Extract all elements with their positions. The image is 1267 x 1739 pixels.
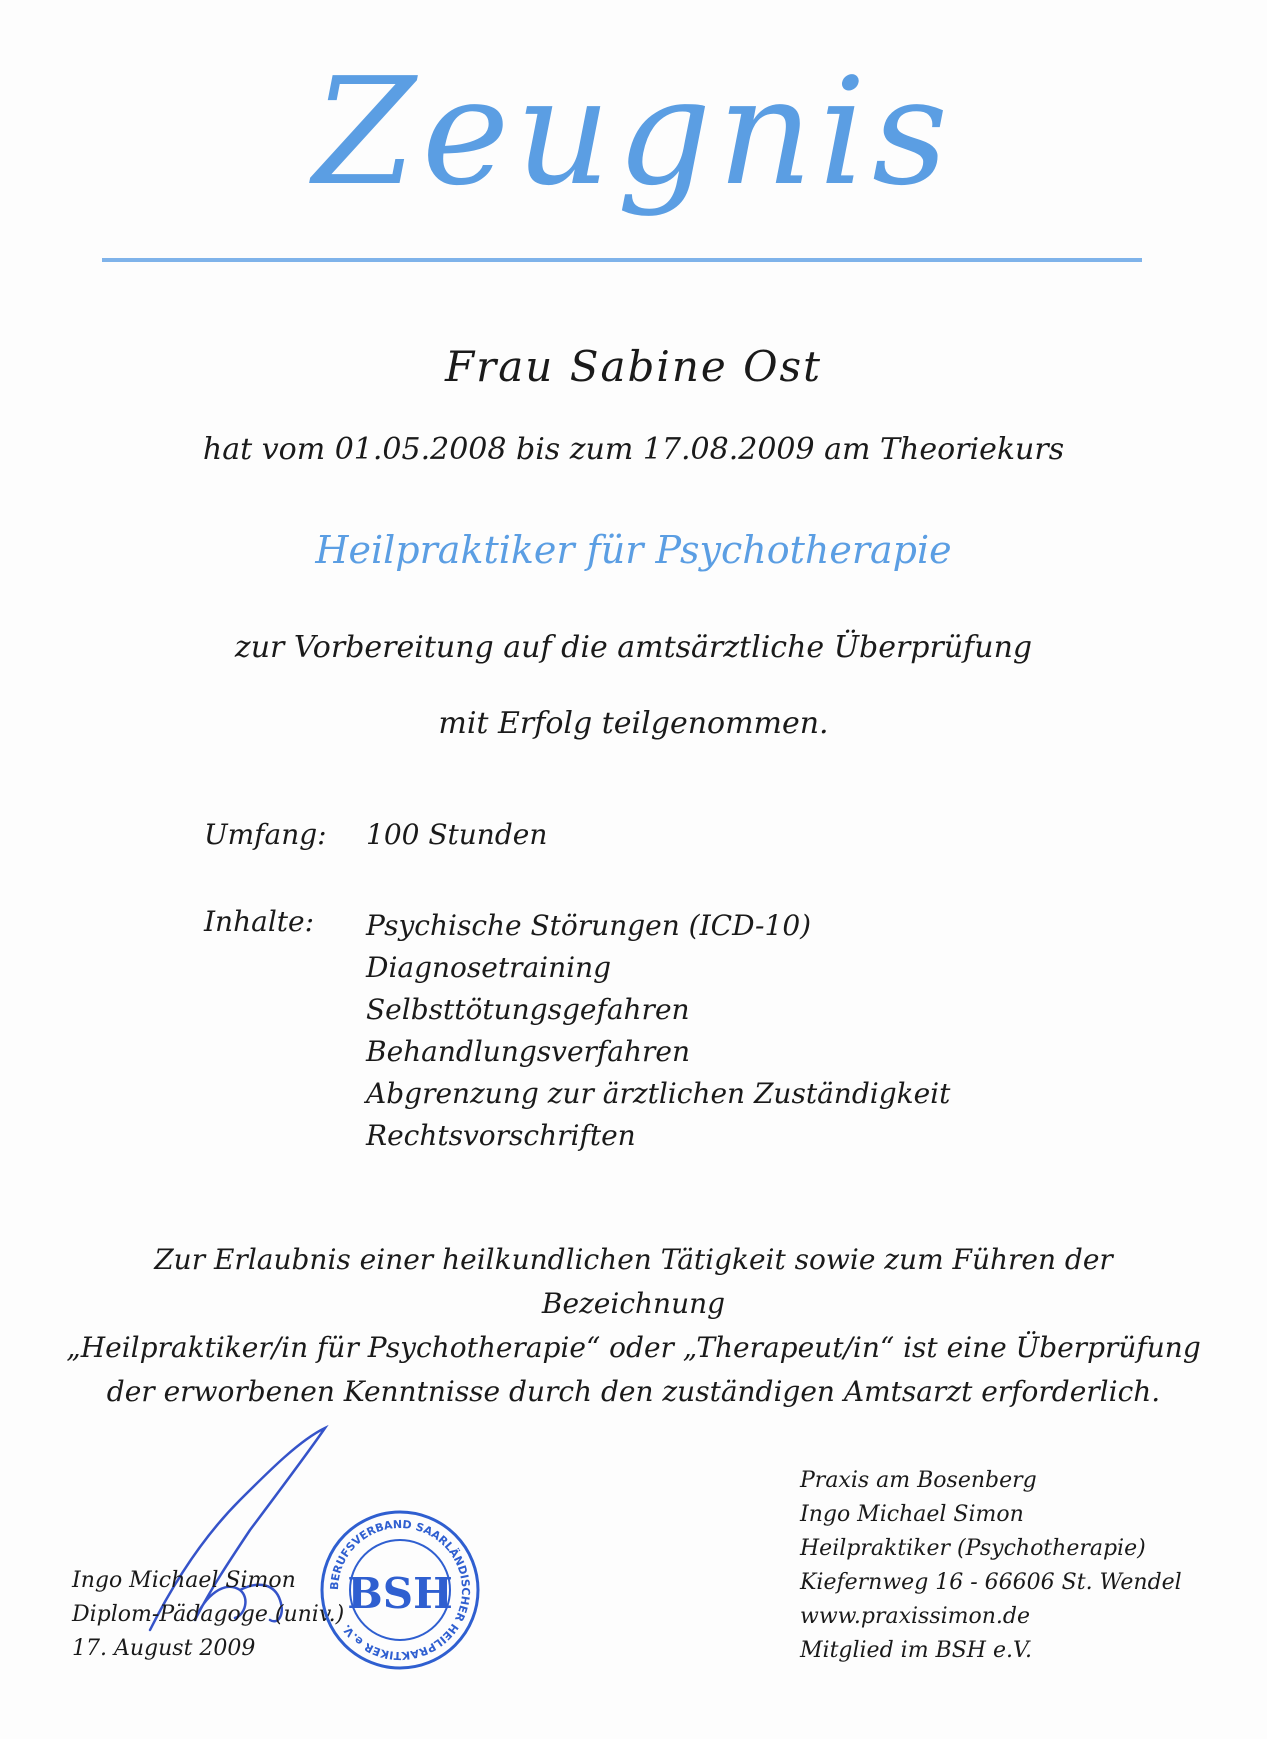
inhalte-list	[366, 905, 950, 1157]
list-item: Selbsttötungsgefahren	[366, 993, 690, 1026]
completion-text: mit Erfolg teilgenommen.	[438, 706, 829, 741]
signature-date: 17. August 2009	[72, 1636, 256, 1661]
signatory-title: Diplom-Pädagoge (univ.)	[72, 1602, 345, 1627]
certificate-title: Zeugnis	[312, 46, 955, 218]
address-line: Praxis am Bosenberg	[800, 1468, 1037, 1493]
umfang-value: 100 Stunden	[366, 818, 548, 851]
list-item: Psychische Störungen (ICD-10)	[366, 909, 812, 942]
course-period-text: hat vom 01.05.2008 bis zum 17.08.2009 am Theoriekurs	[202, 432, 1065, 467]
title-underline	[102, 258, 1142, 262]
umfang-label: Umfang:	[204, 818, 327, 851]
course-title: Heilpraktiker für Psychotherapie	[315, 528, 952, 572]
address-line: Heilpraktiker (Psychotherapie)	[800, 1536, 1146, 1561]
address-line: Mitglied im BSH e.V.	[800, 1638, 1033, 1663]
legal-note-line: Zur Erlaubnis einer heilkundlichen Tätigkeit sowie zum Führen der Bezeichnung	[154, 1243, 1113, 1320]
practice-address	[800, 1464, 1182, 1668]
list-item: Behandlungsverfahren	[366, 1035, 690, 1068]
list-item: Diagnosetraining	[366, 951, 612, 984]
recipient-name: Frau Sabine Ost	[445, 342, 822, 391]
list-item: Abgrenzung zur ärztlichen Zuständigkeit	[366, 1077, 951, 1110]
legal-note	[60, 1238, 1207, 1414]
stamp-ring-text: BERUFSVERBAND SAARLÄNDISCHER HEILPRAKTIKER e.V.	[327, 1517, 473, 1663]
list-item: Rechtsvorschriften	[366, 1119, 636, 1152]
address-line: Ingo Michael Simon	[800, 1502, 1024, 1527]
address-line: www.praxissimon.de	[800, 1604, 1031, 1629]
legal-note-line: der erworbenen Kenntnisse durch den zuständigen Amtsarzt erforderlich.	[106, 1375, 1161, 1408]
legal-note-line: „Heilpraktiker/in für Psychotherapie“ oder „Therapeut/in“ ist eine Überprüfung	[66, 1331, 1201, 1364]
bsh-stamp	[318, 1508, 482, 1672]
course-purpose-text: zur Vorbereitung auf die amtsärztliche Überprüfung	[234, 630, 1033, 665]
inhalte-label: Inhalte:	[204, 905, 315, 938]
stamp-center-text: BSH	[347, 1569, 453, 1618]
address-line: Kiefernweg 16 - 66606 St. Wendel	[800, 1570, 1182, 1595]
signatory-name: Ingo Michael Simon	[72, 1568, 296, 1593]
signatory-block	[72, 1564, 344, 1666]
